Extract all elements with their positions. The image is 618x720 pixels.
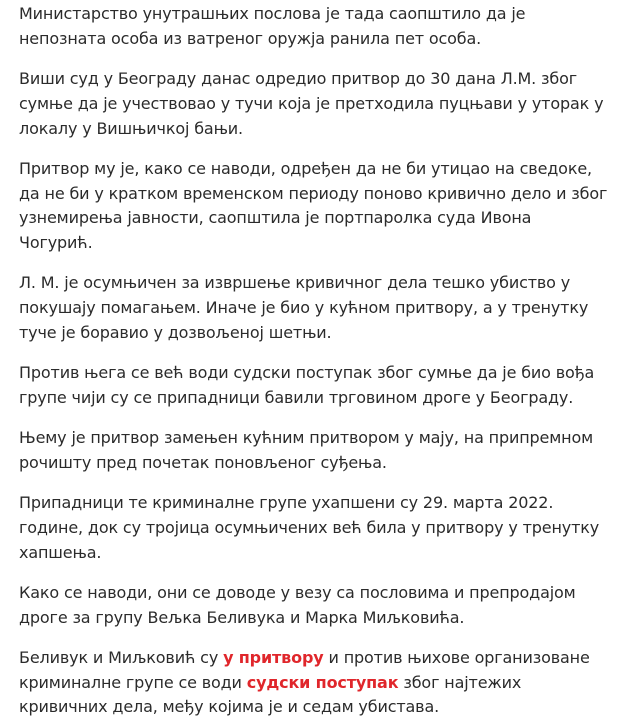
- paragraph: Против њега се већ води судски поступак због сумње да је био вођа групе чији су се припадници бавили трговином дроге у Београду.: [19, 363, 595, 407]
- paragraph: Виши суд у Београду данас одредио притвор до 30 дана Л.М. због сумње да је учествовао у тучи која је претходила пуцњави у уторак у локалу у Вишњичкој бањи.: [19, 68, 604, 138]
- link-court-proceedings[interactable]: судски поступак: [246, 672, 399, 692]
- link-detention[interactable]: у притвору: [223, 647, 324, 667]
- paragraph: Њему је притвор замењен кућним притвором у мају, на припремном рочишту пред почетак поновљеног суђења.: [19, 428, 594, 472]
- paragraph: Министарство унутрашњих послова је тада саопштило да је непозната особа из ватреног оружја ранила пет особа.: [19, 4, 526, 48]
- paragraph-with-links: [19, 646, 608, 720]
- paragraph-text: и против њихове организоване криминалне групе се води: [19, 647, 590, 692]
- paragraph-text: због најтежих кривичних дела, међу којима је и седам убистава.: [19, 672, 522, 717]
- paragraph: Припадници те криминалне групе ухапшени су 29. марта 2022. године, док су тројица осумњичених већ била у притвору у тренутку хапшења.: [19, 493, 600, 562]
- paragraph: Притвор му је, како се наводи, одређен да не би утицао на сведоке, да не би у кратком временском периоду поново кривично дело и због узнемирења јавности, саопштила је портпаролка суда Ивона Чогурић.: [19, 158, 608, 253]
- paragraph: Л. М. је осумњичен за извршење кривичног дела тешко убиство у покушају помагањем. Иначе је био у кућном притвору, а у тренутку туче је боравио у дозвољеној шетњи.: [19, 273, 589, 342]
- paragraph-text: Беливук и Миљковић су: [19, 647, 224, 667]
- paragraph: Како се наводи, они се доводе у везу са пословима и препродајом дроге за групу Вељка Беливука и Марка Миљковића.: [19, 582, 576, 627]
